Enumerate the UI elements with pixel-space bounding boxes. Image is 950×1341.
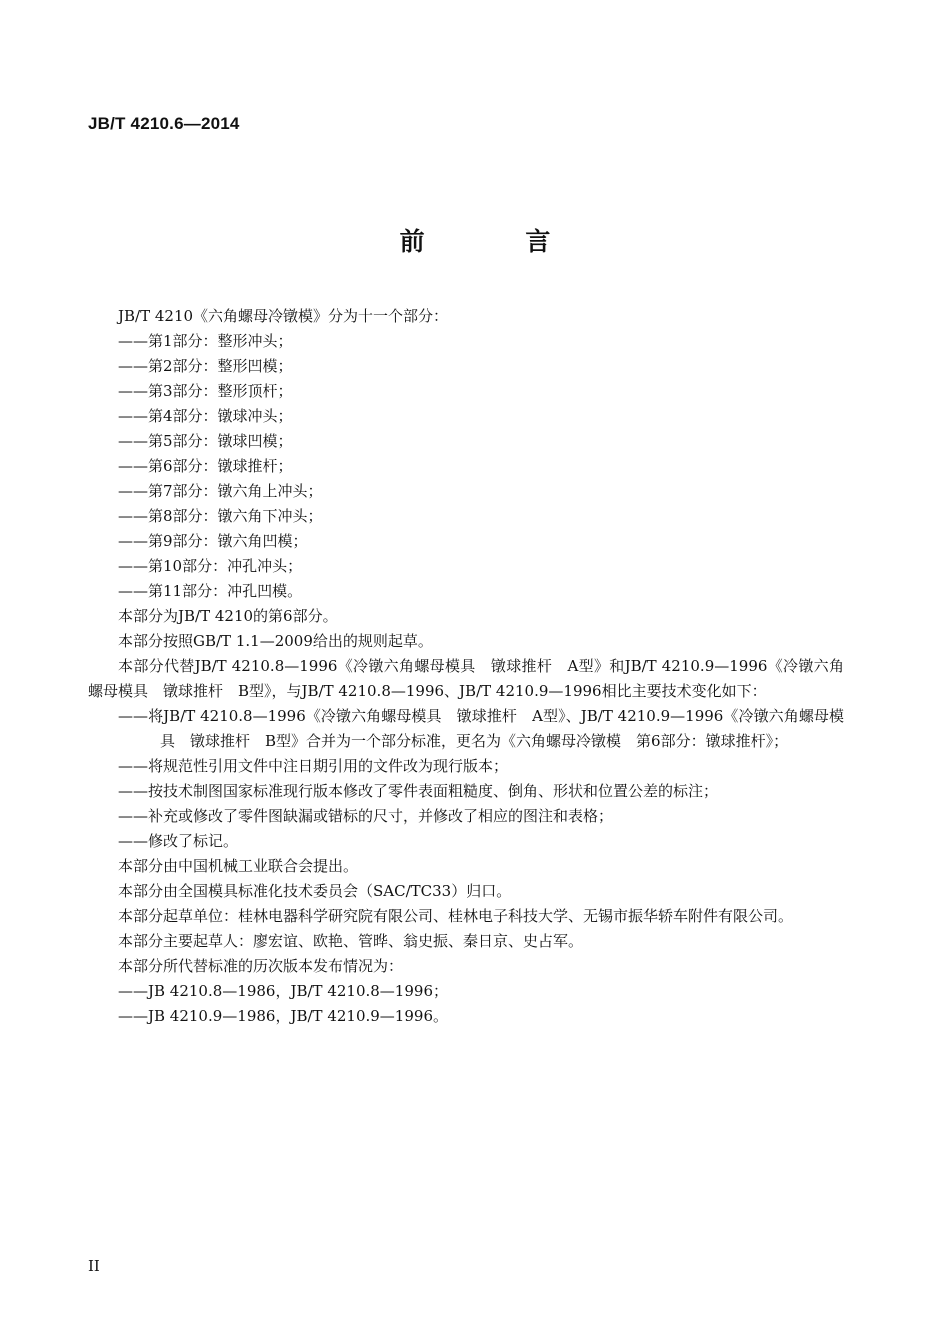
part-item: ——第10部分：冲孔冲头； [118, 557, 303, 575]
history-item: ——JB 4210.9—1986，JB/T 4210.9—1996。 [118, 1007, 448, 1025]
this-part-paragraph: 本部分为JB/T 4210的第6部分。 [118, 607, 338, 625]
part-item: ——第8部分：镦六角下冲头； [118, 507, 323, 525]
change-item: ——将JB/T 4210.8—1996《冷镦六角螺母模具 镦球推杆 A型》、JB/T 4210.9—1996《冷镦六角螺母模具 镦球推杆 B型》合并为一个部分标准，更名为《六角螺母冷镦模 第6部分：镦球推杆》； [118, 707, 844, 750]
intro-paragraph: JB/T 4210《六角螺母冷镦模》分为十一个部分： [118, 307, 449, 325]
page-number: II [88, 1257, 100, 1275]
drafting-units-paragraph: 本部分起草单位：桂林电器科学研究院有限公司、桂林电子科技大学、无锡市振华轿车附件有限公司。 [118, 907, 794, 925]
change-item: ——补充或修改了零件图缺漏或错标的尺寸，并修改了相应的图注和表格； [118, 807, 614, 825]
history-intro-paragraph: 本部分所代替标准的历次版本发布情况为： [118, 957, 404, 975]
part-item: ——第4部分：镦球冲头； [118, 407, 293, 425]
part-item: ——第5部分：镦球凹模； [118, 432, 293, 450]
foreword-body [88, 304, 844, 1029]
part-item: ——第1部分：整形冲头； [118, 332, 293, 350]
change-item: ——按技术制图国家标准现行版本修改了零件表面粗糙度、倒角、形状和位置公差的标注； [118, 782, 719, 800]
proposed-by-paragraph: 本部分由中国机械工业联合会提出。 [118, 857, 359, 875]
part-item: ——第7部分：镦六角上冲头； [118, 482, 323, 500]
part-item: ——第11部分：冲孔凹模。 [118, 582, 303, 600]
part-item: ——第6部分：镦球推杆； [118, 457, 293, 475]
drafters-paragraph: 本部分主要起草人：廖宏谊、欧艳、管晔、翁史振、秦日京、史占军。 [118, 932, 584, 950]
page-title: 前 言 [399, 227, 597, 256]
change-item: ——修改了标记。 [118, 832, 239, 850]
drafting-rule-paragraph: 本部分按照GB/T 1.1—2009给出的规则起草。 [118, 632, 433, 650]
history-item: ——JB 4210.8—1986，JB/T 4210.8—1996； [118, 982, 448, 1000]
replaces-paragraph: 本部分代替JB/T 4210.8—1996《冷镦六角螺母模具 镦球推杆 A型》和JB/T 4210.9—1996《冷镦六角螺母模具 镦球推杆 B型》，与JB/T 4210.8—1996、JB/T 4210.9—1996相比主要技术变化如下： [88, 657, 844, 700]
under-paragraph: 本部分由全国模具标准化技术委员会（SAC/TC33）归口。 [118, 882, 512, 900]
part-item: ——第3部分：整形顶杆； [118, 382, 293, 400]
part-item: ——第2部分：整形凹模； [118, 357, 293, 375]
part-item: ——第9部分：镦六角凹模； [118, 532, 308, 550]
change-item: ——将规范性引用文件中注日期引用的文件改为现行版本； [118, 757, 509, 775]
document-code: JB/T 4210.6—2014 [88, 114, 240, 133]
